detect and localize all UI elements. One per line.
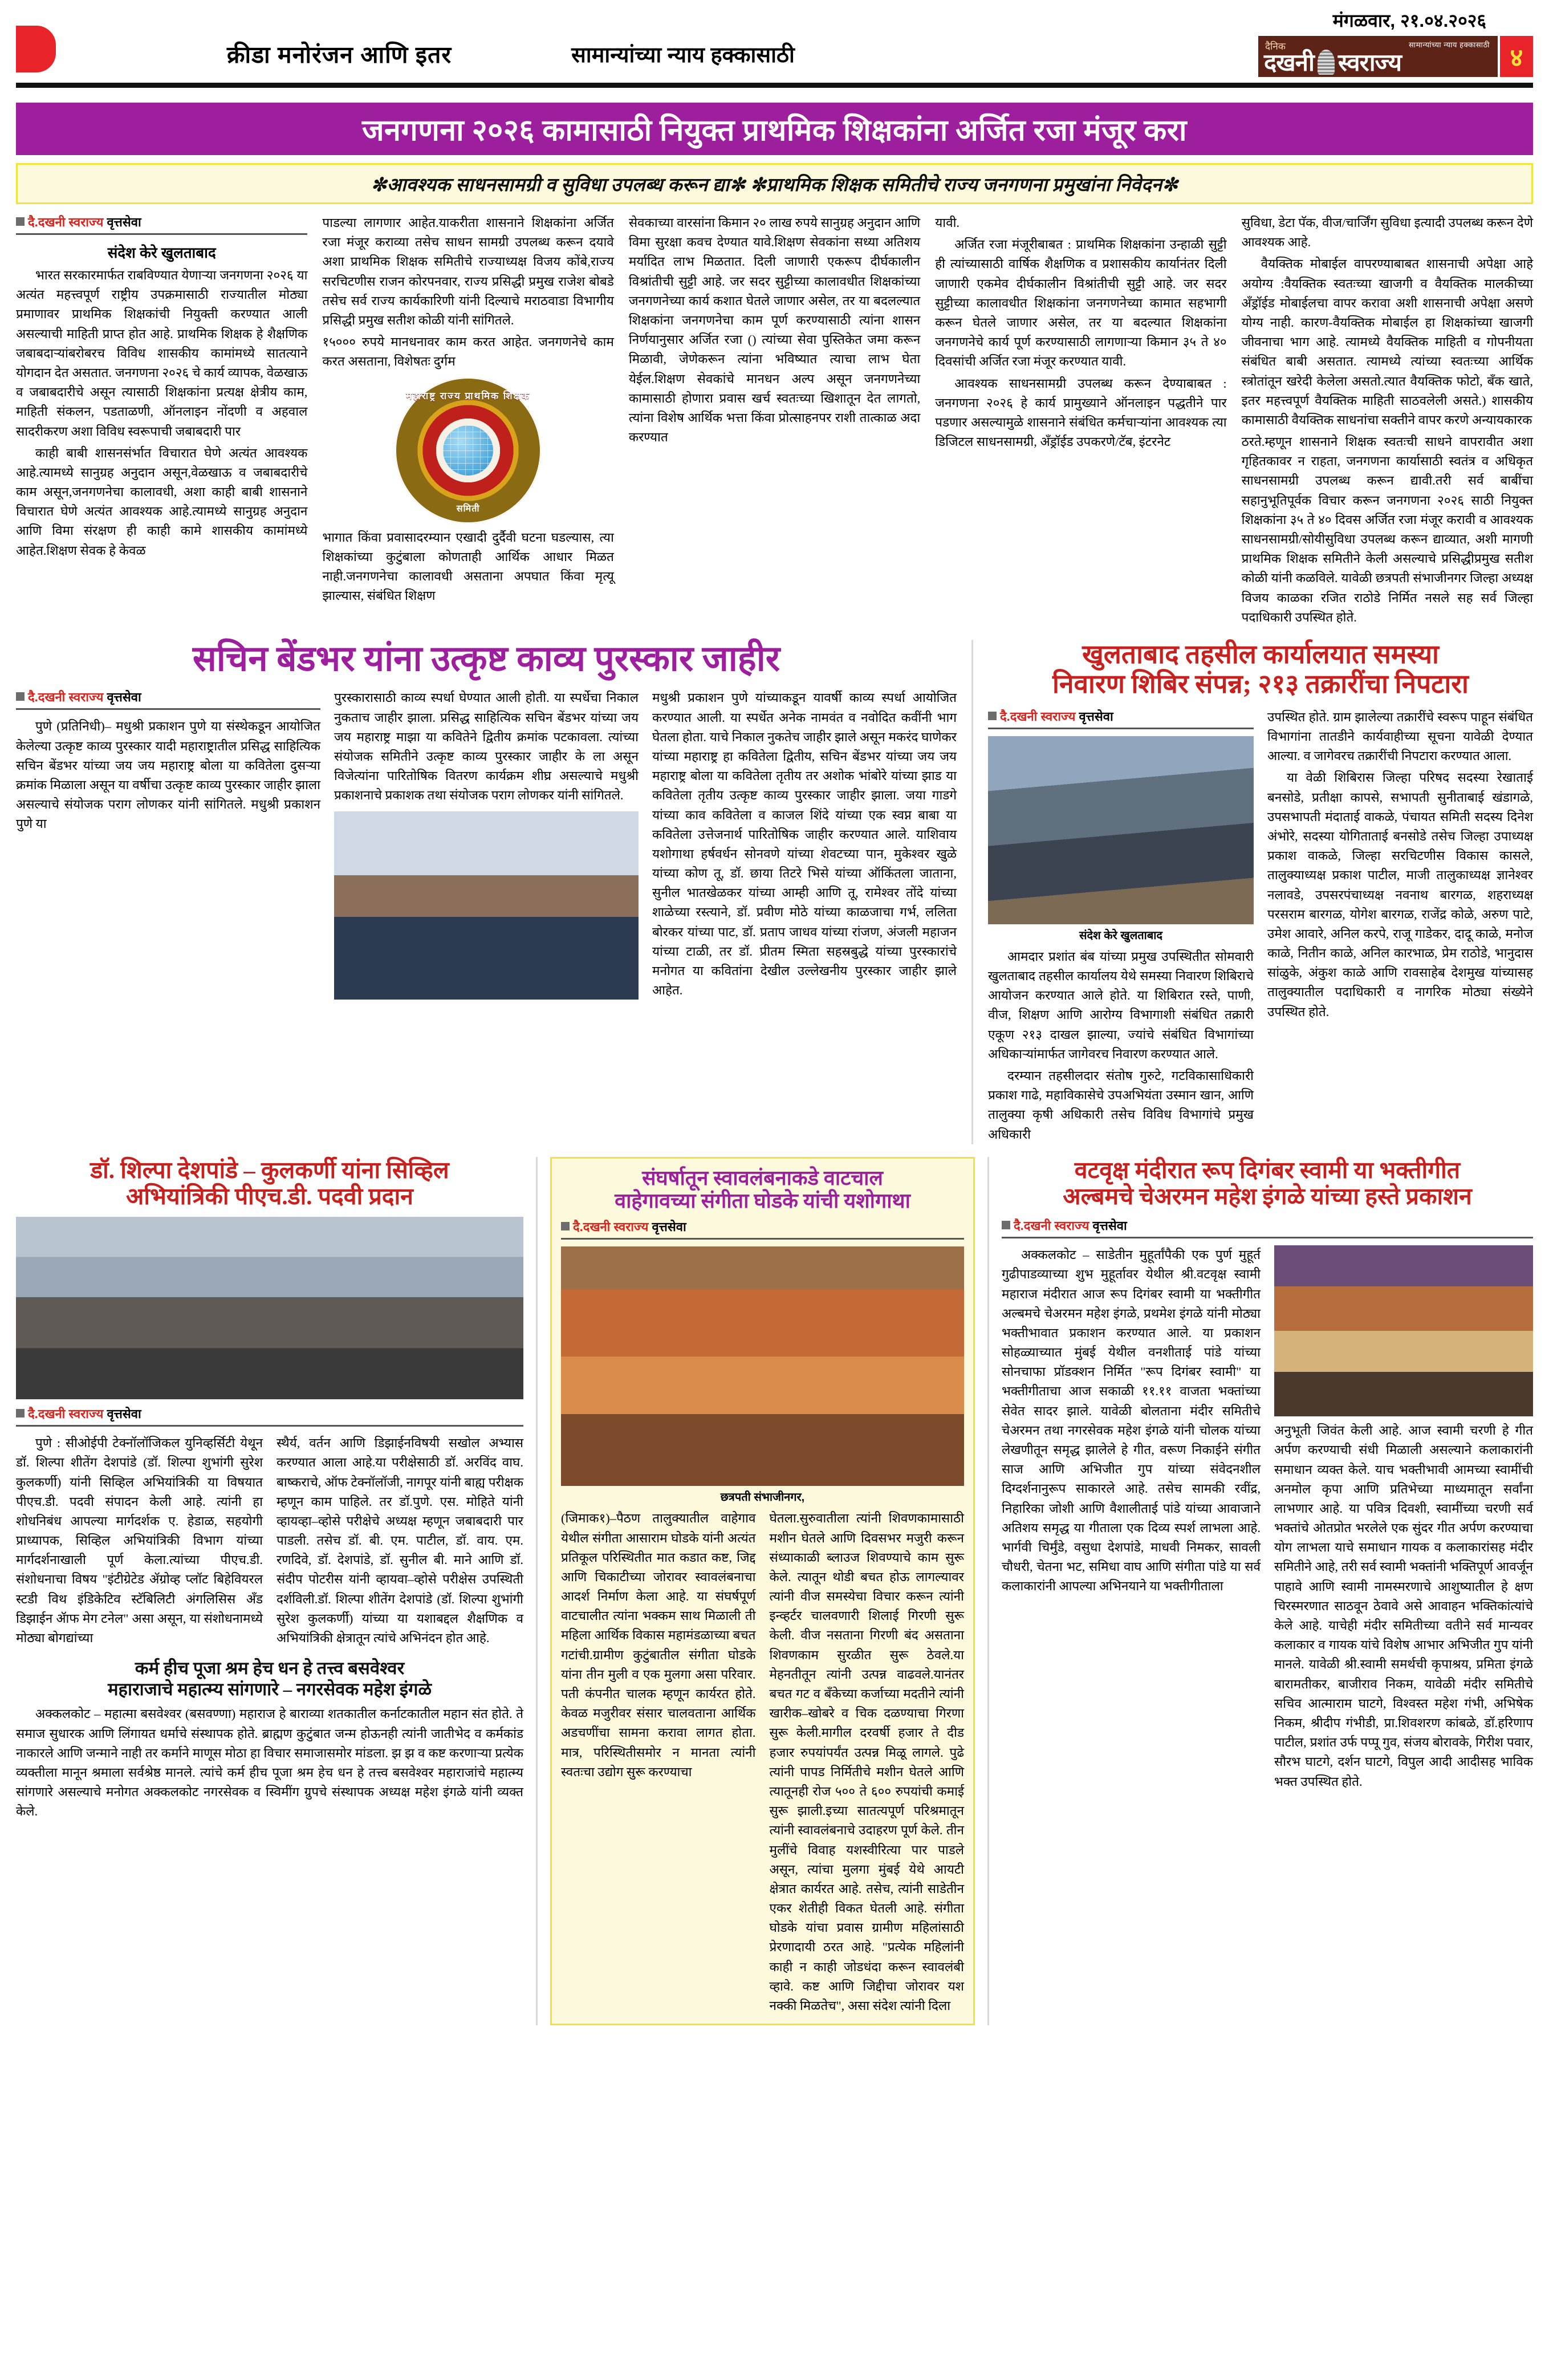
album-col-2	[1274, 1245, 1533, 1792]
lower-band	[16, 1157, 1533, 2026]
masthead-tagline: सामान्यांच्या न्याय हक्कासाठी	[571, 43, 795, 67]
phd-columns	[16, 1433, 523, 1648]
byline	[1002, 1217, 1533, 1234]
album-headline-line2: अल्बमचे चेअरमन महेश इंगळे यांच्या हस्ते प्रकाशन	[1063, 1183, 1472, 1210]
byline-rule	[561, 1238, 964, 1240]
basveshwar-headline-line2: महाराजाचे महात्म्य सांगणारे – नगरसेवक महेश इंगळे	[107, 1679, 432, 1699]
masthead	[16, 0, 1533, 77]
paragraph: ठरते.म्हणून शासनाने शिक्षक स्वतःची साधने वापरावीत अशा गृहितकावर न राहता, जनगणना कार्यासाठी स्वतंत्र व अधिकृत साधनसामग्री उपलब्ध करून द्यावी.तरी सर्व बाबींचा सहानुभूतिपूर्वक विचार करून जनगणना २०२६ साठी नियुक्त शिक्षकांना ३५ ते ४० दिवस अर्जित रजा मंजूर करावी व आवश्यक साधनसामग्री/सोयीसुविधा उपलब्ध करून द्याव्यात, अशी मागणी प्राथमिक शिक्षक समितीने केली असल्याचे प्रसिद्धीप्रमुख सतीश कोळी यांनी कळविले. यावेळी छत्रपती संभाजीनगर जिल्हा अध्यक्ष विजय काळका रजित राठोडे निर्मित नसले सह सर्व जिल्हा पदाधिकारी उपस्थित होते.	[1241, 434, 1534, 624]
byline-rule	[1002, 1237, 1533, 1238]
byline-source: दै.दखनी स्वराज्य	[28, 215, 104, 229]
tehsil-columns	[988, 708, 1533, 1144]
paragraph: १५००० रुपये मानधनावर काम करत आहेत. जनगणनेचे काम करत असताना, विशेषतः दुर्गम	[322, 335, 614, 369]
paragraph: आवश्यक साधनसामग्री उपलब्ध करून देण्याबाबत : जनगणना २०२६ हे कार्य प्रामुख्याने ऑनलाइन पद्धतीने पार पडणार असल्यामुळे शासनाने संबंधित कर्मचाऱ्यांना आवश्यक त्या डिजिटल साधनसामग्री, अँड्रॉईड उपकरणे/टॅब, इंटरनेट	[935, 376, 1227, 449]
phd-headline-line2: अभियांत्रिकी पीएच.डी. पदवी प्रदान	[126, 1183, 413, 1210]
paragraph: आमदार प्रशांत बंब यांच्या प्रमुख उपस्थितीत सोमवारी खुलताबाद तहसील कार्यालय येथे समस्या निवारण शिबिराचे आयोजन करण्यात आले होते. या शिबिरात रस्ते, पाणी, वीज, शिक्षण आणि आरोग्य विभागाशी संबंधित तक्रारी एकूण २१३ दाखल झाल्या, ज्यांचे संबंधित विभागांच्या अधिकाऱ्यांमार्फत जागेवरच निवारण करण्यात आले.	[988, 949, 1254, 1061]
basveshwar-body: अक्कलकोट – महात्मा बसवेश्वर (बसवण्णा) महाराज हे बाराव्या शतकातील कर्नाटकातील महान संत होते. ते समाज सुधारक आणि लिंगायत धर्माचे संस्थापक होते. ब्राह्मण कुटुंबात जन्म होऊनही त्यांनी जातीभेद व कर्मकांड नाकारले आणि जन्माने नाही तर कर्माने माणूस मोठा हा विचार समाजासमोर मांडला. झ झ व कष्ट करणाऱ्या प्रत्येक व्यक्तीला मानून श्रमाला सर्वश्रेष्ठ मानले. त्यांचे कर्म हीच पूजा श्रम हेच धन हे तत्त्व बसवेश्वर महाराजांचे महात्म्य सांगणारे असल्याचे मनोगत अक्कलकोट नगरसेवक व स्विमींग ग्रुपचे संस्थापक अध्यक्ष महेश इंगळे यांनी व्यक्त केले.	[16, 1707, 523, 1819]
poet-col-2	[334, 688, 639, 1004]
top-article-col-4	[935, 213, 1226, 627]
paragraph: पुरस्कारासाठी काव्य स्पर्धा घेण्यात आली होती. या स्पर्धेचा निकाल नुकताच जाहीर झाला. प्रसिद्ध साहित्यिक सचिन बेंडभर यांच्या जय जय महाराष्ट्र माझा या कवितेने द्वितीय क्रमांक पटकावला. त्यांच्या संयोजक समितीने उत्कृष्ट काव्य पुरस्कार जाहीर के ला असून विजेत्यांना पारितोषिक वितरण कार्यक्रम शीघ्र असल्याचे मधुश्री प्रकाशनाचे प्रकाशक तथा संयोजक पराग लोणकर यांनी सांगितले.	[334, 691, 639, 803]
top-article-col-5	[1242, 213, 1533, 627]
byline-service: वृत्तसेवा	[107, 690, 141, 705]
hero-headline: जनगणना २०२६ कामासाठी नियुक्त प्राथमिक शिक्षकांना अर्जित रजा मंजूर करा	[16, 103, 1533, 155]
bullet-square-icon	[1002, 1221, 1010, 1229]
tehsil-photo-caption: संदेश केरे खुलताबाद	[1079, 929, 1163, 942]
column-divider	[536, 1157, 538, 2026]
byline-service: वृत्तसेवा	[652, 1220, 686, 1234]
logo-name-left: दखनी	[1264, 50, 1314, 76]
byline-source: दै.दखनी स्वराज्य	[573, 1220, 649, 1234]
poet-columns	[16, 688, 957, 1004]
byline-service: वृत्तसेवा	[107, 1407, 141, 1421]
poet-col-1	[16, 688, 320, 1004]
top-article-col-1	[16, 213, 307, 627]
bullet-square-icon	[988, 712, 997, 720]
basveshwar-headline	[16, 1658, 523, 1700]
masthead-red-tab	[16, 26, 56, 72]
pillar-icon	[1318, 50, 1335, 75]
logo-name-right: स्वराज्य	[1337, 50, 1401, 76]
sangeeta-headline	[561, 1167, 964, 1213]
paragraph: भारत सरकारमार्फत राबविण्यात येणाऱ्या जनगणना २०२६ या अत्यंत महत्त्वपूर्ण राष्ट्रीय उपक्रमासाठी राज्यातील मोठ्या प्रमाणावर प्राथमिक शिक्षकांची नियुक्ती करण्यात आली असल्याची माहिती प्राप्त होत आहे. प्राथमिक शिक्षक हे शैक्षणिक जबाबदाऱ्यांबरोबरच विविध शासकीय कामांमध्ये सातत्याने योगदान देत असतात. जनगणना २०२६ चे कार्य व्यापक, वेळखाऊ व जबाबदारीचे असून त्यासाठी शिक्षकांना प्रत्यक्ष क्षेत्रीय काम, माहिती संकलन, पडताळणी, ऑनलाइन नोंदणी व अहवाल सादरीकरण अशा विविध स्वरूपाची जबाबदारी पार	[16, 268, 308, 438]
paragraph: घेतला.सुरुवातीला त्यांनी शिवणकामासाठी मशीन घेतले आणि दिवसभर मजुरी करून संध्याकाळी ब्लाउज शिवण्याचे काम सुरू केले. त्यातून थोडी बचत होऊ लागल्यावर त्यांनी वीज समस्येचा विचार करून त्यांनी इन्व्हर्टर चालवणारी शिलाई गिरणी सुरू केली. वीज नसताना गिरणी बंद असताना शिवणकाम सुरळीत सुरू ठेवले.या मेहनतीतून त्यांनी उत्पन्न वाढवले.यानंतर बचत गट व बँकेच्या कर्जाच्या मदतीने त्यांनी खारीक–खोबरे व चिक दळण्याचा गिरणा सुरू केली.मागील दरवर्षी हजार ते दीड हजार रुपयांपर्यंत उत्पन्न मिळू लागले. पुढे त्यांनी पापड निर्मितीचे मशीन घेतले आणि त्यातूनही रोज ५०० ते ६०० रुपयांची कमाई सुरू झाली.इच्या सातत्यपूर्ण परिश्रमातून त्यांनी स्वावलंबनाचे उदाहरण पूर्ण केले. तीन मुलींचे विवाह यशस्वीरित्या पार पाडले असून, त्यांचा मुलगा मुंबई येथे आयटी क्षेत्रात कार्यरत आहे. तसेच, त्यांनी साडेतीन एकर शेतीही विकत घेतली आहे. संगीता घोडके यांचा प्रवास ग्रामीण महिलांसाठी प्रेरणादायी ठरत आहे. "प्रत्येक महिलांनी काही न काही जोडधंदा करून स्वावलंबी व्हावे. कष्ट आणि जिद्दीचा जोरावर यश नक्की मिळतेच", असा संदेश त्यांनी दिला	[769, 1511, 964, 2013]
logo-tagline: सामान्यांच्या न्याय हक्कासाठी	[1408, 40, 1490, 49]
paragraph: काही बाबी शासनसंर्भात विचारात घेणे अत्यंत आवश्यक आहे.त्यामध्ये सानुग्रह अनुदान असून,वेळखाऊ व जबाबदारीचे काम असून,जनगणनेचा कालावधी, अशा काही बाबी शासनाने विचारात घेणे अत्यंत आवश्यक आहे.त्यामध्ये सानुग्रह अनुदान आणि विमा संरक्षण ही काही कामे शासकीय कामांमध्ये आहेत.शिक्षण सेवक हे केवळ	[16, 445, 308, 558]
paragraph: या वेळी शिबिरास जिल्हा परिषद सदस्या रेखाताई बनसोडे, प्रतीक्षा कापसे, सभापती सुनीताबाई खंडागळे, उपसभापती मंदाताई वाकळे, पंचायत समिती सदस्य दिनेश अंभोरे, सदस्या योगिताताई बनसोडे तसेच जिल्हा उपाध्यक्ष प्रकाश वाकळे, जिल्हा सरचिटणीस विकास कासले, तालुक्याध्यक्ष प्रकाश पाटील, माजी तालुकाध्यक्ष ज्ञानेश्वर नलावडे, उपसरपंचाध्यक्ष नवनाथ बारगळ, शहराध्यक्ष परसराम बारगळ, योगेश बारगळ, राजेंद्र कोळे, अरुण पाटे, उमेश आवारे, अनिल करपे, राजू गाडेकर, दादू काळे, मनोज काळे, नितीन काळे, अनिल कारभाळ, प्रेम राठोडे, भानुदास सांळुके, अंकुश काळे आणि रावसाहेब देशमुख यांच्यासह तालुक्यातील पदाधिकारी व नागरिक मोठ्या संख्येने उपस्थित होते.	[1267, 770, 1533, 1019]
tehsil-headline	[988, 640, 1533, 700]
byline	[16, 688, 320, 705]
sangeeta-photo-caption: छत्रपती संभाजीनगर,	[720, 1491, 805, 1504]
album-release-photo	[1274, 1245, 1533, 1416]
paragraph: सुविधा, डेटा पॅक, वीज/चार्जिंग सुविधा इत्यादी उपलब्ध करून देणे आवश्यक आहे.	[1241, 216, 1534, 250]
poet-portrait-photo	[334, 811, 639, 1000]
basveshwar-headline-line1: कर्म हीच पूजा श्रम हेच धन हे तत्त्व बसवेश्वर	[135, 1658, 405, 1679]
column-divider	[987, 1157, 989, 2026]
paragraph: मधुश्री प्रकाशन पुणे यांच्याकडून यावर्षी काव्य स्पर्धा आयोजित करण्यात आली. या स्पर्धेत अनेक नामवंत व नवोदित कवींनी भाग घेतला होता. याचे निकाल नुकतेच जाहीर झाले असून मकरंद घाणेकर यांच्या महाराष्ट्र हा कवितेला द्वितीय, सचिन बेंडभर यांच्या जय जय महाराष्ट्र बोला या कवितेला तृतीय तर अशोक भांबोरे यांच्या झाड या कवितेला तृतीय उत्कृष्ट काव्य पुरस्कार जाहीर झाला. जया गाडगे यांच्या काव कवितेला व काजल शिंदे यांच्या एक स्वप्न बाबा या कवितेला उत्तेजनार्थ पारितोषिक जाहीर करण्यात आले. याशिवाय यशोगाथा हर्षवर्धन सोनवणे यांच्या शेवटच्या पान, मुकेश्वर खुळे यांच्या कोण तू, डॉ. छाया तिटरे भिसे यांच्या ऑकिंतला जाताना, सुनील भातखेळकर यांच्या आम्ही आणि तू, रामेश्वर तोंदे यांच्या शाळेच्या रस्त्याने, डॉ. प्रवीण मोठे यांच्या काळजाचा गर्भ, ललिता बोरकर यांच्या पाट, डॉ. प्रताप जाधव यांच्या रांजण, अंजली महाजन यांच्या टाळी, तर डॉ. प्रीतम स्मिता सहस्रबुद्धे यांच्या पुरस्कारांचे मनोगत या कवितांना देखील उल्लेखनीय पुरस्कार जाहीर झाले आहेत.	[652, 691, 957, 998]
byline-service: वृत्तसेवा	[107, 215, 141, 229]
paragraph: यावी.	[935, 216, 960, 230]
tehsil-col-2	[1267, 708, 1533, 1144]
sangeeta-headline-line2: वाहेगावच्या संगीता घोडके यांची यशोगाथा	[615, 1189, 910, 1212]
album-headline-line1: वटवृक्ष मंदीरात रूप दिगंबर स्वामी या भक्तीगीत	[1074, 1156, 1461, 1183]
tehsil-headline-line2: निवारण शिबिर संपन्न; २१३ तक्रारींचा निपटारा	[1052, 669, 1469, 699]
paragraph: दरम्यान तहसीलदार संतोष गुरुटे, गटविकासाधिकारी प्रकाश गाढे, महाविकासेचे उपअभियंता उस्मान खान, आणि तालुक्या कृषी अधिकारी तसेच विविध विभागांचे प्रमुख अधिकारी	[988, 1068, 1254, 1142]
bullet-square-icon	[561, 1222, 570, 1230]
phd-headline-line1: डॉ. शिल्पा देशपांडे – कुलकर्णी यांना सिव्हिल	[90, 1156, 449, 1183]
byline-service: वृत्तसेवा	[1079, 709, 1113, 724]
phd-col-2	[277, 1433, 523, 1648]
top-article	[16, 213, 1533, 627]
teachers-committee-emblem	[395, 377, 541, 523]
paragraph: भागात किंवा प्रवासादरम्यान एखादी दुर्दैवी घटना घडल्यास, त्या शिक्षकांच्या कुटुंबाला कोणताही आर्थिक आधार मिळत नाही.जनगणनेचा कालावधी असताना अपघात किंवा मृत्यू झाल्यास, संबंधित शिक्षण	[322, 530, 614, 603]
paragraph: अनुभूती जिवंत केली आहे. आज स्वामी चरणी हे गीत अर्पण करण्याची संधी मिळाली असल्याने कलाकारांनी समाधान व्यक्त केले. याच भक्तीभावी आमच्या स्वामींची अनमोल कृपा आणि प्रतिभेच्या माध्यमातून सर्वांना लाभणार आहे. या पवित्र दिवशी, स्वामींच्या चरणी सर्व भक्तांचे ओतप्रोत भरलेले एक सुंदर गीत अर्पण करण्याचा योग लाभला याचे समाधान गायक व कलाकारांसह मंदीर समितीने आहे, तरी सर्व स्वामी भक्तांनी भक्तिपूर्ण आवर्जून पाहावे आणि स्वामी नामस्मरणाचे आशुष्यातील हे क्षण चिरस्मरणात साठवून ठेवावे असे आवाहन भक्तिकांत्यांचे केले आहे. याचेही मंदीर समितीच्या वतीने सर्व मान्यवर कलाकार व गायक यांचे विशेष आभार अभिजीत गुप यांनी मानले. यावेळी श्री.स्वामी समर्थची कृपाश्रय, प्रमिता इंगळे बारामतीकर, बाजीराव निकम, यावेळी मंदीर समितीचे सचिव आत्माराम घाटगे, विश्वस्त महेश गंभी, अभिषेक निकम, श्रीदीप गंभीडी, प्रा.शिवशरण कांबळे, डॉ.हरिणाप पाटील, प्रशांत उर्फ पप्पू गुव, संजय बोरावके, गिरीश पवार, सौरभ घाटगे, दर्शन घाटगे, विपुल आदी आदीसह भाविक भक्त उपस्थित होते.	[1274, 1423, 1533, 1789]
byline	[16, 1405, 523, 1422]
paragraph: पुणे : सीओईपी टेक्नॉलॉजिकल युनिव्हर्सिटी येथून डॉ. शिल्पा शीतेंग देशपांडे (डॉ. शिल्पा शुभांगी सुरेश कुलकर्णी) यांनी सिव्हिल अभियांत्रिकी या विषयात पीएच.डी. पदवी संपादन केली आहे. त्यांनी हा शोधनिबंध आपल्या मार्गदर्शक ए. हेडाळ, सहयोगी प्राध्यापक, सिव्हिल अभियांत्रिकी विभाग यांच्या मार्गदर्शनाखाली पूर्ण केला.त्यांच्या पीएच.डी. संशोधनाचा विषय "इंटीग्रेटेड ॲग्रोव्ह प्लॉट बिहेवियरल स्टडी विथ इंडिकेटिव स्टॅबिलिटी अंगलिसिस ॲंड डिझाईन ॲाफ मेग टनेल" असा असून, या संशोधनामध्ये मोठ्या बोगद्यांच्या	[16, 1436, 263, 1646]
phd-col-1	[16, 1433, 263, 1648]
paragraph: वैयक्तिक मोबाईल वापरण्याबाबत शासनाची अपेक्षा आहे अयोग्य :वैयक्तिक स्वतःच्या खाजगी व वैयक्तिक मालकीच्या अँड्रॉईड मोबाईलचा वापर करावा अशी शासनाची अपेक्षा असणे योग्य नाही. कारण-वैयक्तिक मोबाईल हा शिक्षकांच्या खाजगी जीवनाचा भाग आहे. त्यामध्ये वैयक्तिक माहिती व गोपनीयता संबंधित बाबी असतात. त्यामध्ये त्यांच्या स्वतःच्या आर्थिक स्त्रोतांतून खरेदी केलेला असतो.त्यात वैयक्तिक फोटो, बँक खाते, इतर महत्त्वपूर्ण वैयक्तिक माहिती साठवलेली असते.) शासकीय कामासाठी वैयक्तिक साधनांचा सक्तीने वापर करणे अन्यायकारक	[1241, 257, 1534, 427]
masthead-right	[1258, 8, 1533, 77]
byline	[988, 708, 1254, 725]
top-article-col-2	[322, 213, 613, 627]
newspaper-logo[interactable]	[1258, 36, 1498, 77]
sangeeta-col-1	[561, 1509, 756, 2016]
sangeeta-col-2	[770, 1509, 965, 2016]
byline-service: वृत्तसेवा	[1092, 1219, 1127, 1233]
publication-date: मंगळवार, २१.०४.२०२६	[1332, 10, 1486, 31]
paragraph: (जिमाक१)–पैठण तालुक्यातील वाहेगाव येथील संगीता आसाराम घोडके यांनी अत्यंत प्रतिकूल परिस्थितीत मात कडात कष्ट, जिद्द आणि चिकाटीच्या जोरावर स्वावलंबनाचा आदर्श निर्माण केला आहे. या संघर्षपूर्ण वाटचालीत त्यांना भक्कम साथ मिळाली ती महिला आर्थिक विकास महामंडळाच्या बचत गटांची.ग्रामीण कुटुंबातील संगीता घोडके यांना तीन मुली व एक मुलगा असा परिवार. पती कंपनीत चालक म्हणून कार्यरत होते. केवळ मजुरीवर संसार चालवताना आर्थिक अडचणींचा सामना करावा लागत होता. मात्र, परिस्थितीसमोर न मानता त्यांनी स्वतःचा उद्योग सुरू करण्याचा	[561, 1511, 756, 1779]
dateline: संदेश केरे खुलताबाद	[107, 244, 216, 261]
paragraph: अक्कलकोट – साडेतीन मुहूर्तांपैकी एक पुर्ण मुहूर्त गुढीपाडव्याच्या शुभ मुहूर्तावर येथील श्री.वटवृक्ष स्वामी महाराज मंदीरात आज रूप दिगंबर स्वामी या भक्तीगीत अल्बमचे चेअरमन महेश इंगळे, प्रथमेश इंगळे यांनी मोठ्या भक्तीभावात प्रकाशन करण्यात आले. या प्रकाशन सोहळ्याच्यात मुंबई येथील वनशीतार्ई पांडे यांच्या सोनचाफा प्रॉडक्शन निर्मित "रूप दिगंबर स्वामी" या भक्तीगीताचा आज सकाळी ११.११ वाजता भक्तांच्या सेवेत सादर झाले. यावेळी बोलताना मंदीर समितीचे चेअरमन तथा नगरसेवक महेश इंगळे यांनी चोलक यांच्या लेखणीतून समृद्ध झालेले हे गीत, वरूण निकाईने संगीत साज आणि अभिजीत गुप यांच्या संवेदनशील दिग्दर्शनानुरूप साकारले आहे. तसेच सामकी रवींद्र, निहारिका जोशी आणि वैशालीताई पांडे यांच्या आवाजाने अतिशय समृद्ध या गीताला एक दिव्य स्पर्श लाभला आहे. भार्गवी चिर्मुंडे, वसुधा देशपांडे, माधवी निमकर, सावली चौधरी, चेतना भट, समिधा वाघ आणि संगीता पांडे या सर्व कलाकारांनी आपल्या अभिनयाने या भक्तीगीताला	[1002, 1248, 1261, 1594]
album-col-1	[1002, 1245, 1261, 1792]
masthead-rule	[16, 83, 1533, 88]
paragraph: सेवकाच्या वारसांना किमान २० लाख रुपये सानुग्रह अनुदान आणि विमा सुरक्षा कवच देण्यात यावे.शिक्षण सेवकांना सध्या अतिशय मर्यादित लाभ मिळतात. दिली जाणारी एकरूप दीर्घकालीन विश्रांतीची सुट्टी आहे. जर सदर सुट्टीच्या कालावधीत शिक्षकांच्या जनगणनेच्या कार्य कशात घेतले जाणार असेल, तर या बदलल्यात शिक्षकांना जनगणनेचा काम पूर्ण करण्यासाठी त्यांना शासन निर्णयानुसार अर्जित रजा () त्यांच्या सेवा पुस्तिकेत जमा करून मिळावी, जेणेकरून त्यांना भविष्यात त्याचा लाभ घेता येईल.शिक्षण सेवकांचे मानधन अल्प असून जनगणनेच्या कामासाठी होणारा प्रवास खर्च स्वतःच्या खिशातून देत लागतो, त्यांना विशेष आर्थिक भत्ता किंवा प्रोत्साहनपर राशी तात्काळ अदा करण्यात	[628, 216, 921, 445]
middle-band	[16, 640, 1533, 1144]
column-divider	[971, 640, 973, 1144]
paragraph: पाडल्या लागणार आहेत.याकरीता शासनाने शिक्षकांना अर्जित रजा मंजूर कराव्या तसेच साधन सामग्री उपलब्ध करून दयावे अशा प्राथमिक शिक्षक समितीचे राज्याध्यक्ष विजय कोंबे,राज्य सरचिटणीस राजन कोरपनवार, राज्य प्रसिद्धी प्रमुख राजेश बोबडे तसेच सर्व राज्य कार्यकारिणी यांनी दिल्याचे मराठवाडा विभागीय प्रसिद्धी प्रमुख सतीश कोळी यांनी सांगितले.	[322, 216, 614, 327]
emblem-bottom-text: समिती	[456, 503, 480, 514]
paragraph: अर्जित रजा मंजूरीबाबत : प्राथमिक शिक्षकांना उन्हाळी सुट्टी ही त्यांच्यासाठी वार्षिक शैक्षणिक व प्रशासकीय कार्यानंतर दिली जाणारी एकमेव दीर्घकालीन विश्रांतीची सुट्टी आहे. जर सदर सुट्टीच्या कालावधीत शिक्षकांना जनगणनेच्या कामात सहभागी करून घेतले जाणार असेल, तर या बदल्यात शिक्षकांना जनगणनेचे कार्य पूर्ण करण्यासाठी लागणाऱ्या किमान ३५ ते ४० दिवसांची अर्जित रजा मंजूर करण्यात यावी.	[935, 237, 1227, 369]
bullet-square-icon	[16, 1409, 25, 1418]
byline-source: दै.दखनी स्वराज्य	[28, 1407, 104, 1421]
tehsil-camp-photo	[988, 736, 1254, 924]
sangeeta-headline-line1: संघर्षातून स्वावलंबनाकडे वाटचाल	[642, 1166, 883, 1189]
tehsil-headline-line1: खुलताबाद तहसील कार्यालयात समस्या	[1082, 639, 1439, 669]
byline	[16, 213, 307, 230]
bullet-square-icon	[16, 692, 25, 701]
phd-headline	[16, 1157, 523, 1210]
article-tehsil	[988, 640, 1533, 1144]
byline-source: दै.दखनी स्वराज्य	[1000, 709, 1076, 724]
article-album	[1002, 1157, 1533, 2026]
masthead-logo-row	[1258, 36, 1533, 77]
poet-col-3	[652, 688, 957, 1004]
paragraph: उपस्थित होते. ग्राम झालेल्या तक्रारींचे स्वरूप पाहून संबंधित विभागांना तातडीने कार्यवाहीच्या सूचना यावेळी देण्यात आल्या. व जागेवरच तक्रारींची निपटारा करण्यात आला.	[1267, 709, 1533, 763]
album-columns	[1002, 1245, 1533, 1792]
page-number-badge: ४	[1500, 36, 1533, 77]
paragraph: स्थैर्य, वर्तन आणि डिझाईनविषयी सखोल अभ्यास करण्यात आला आहे.या परीक्षेसाठी डॉ. अरविंद वाघ. बाष्कराचे, ऑफ टेक्नॉलॉजी, नागपूर यांनी बाह्य परीक्षक म्हणून काम पाहिले. तर डॉ.पुणे. एस. मोहिते यांनी व्हायव्हा–व्होसे परीक्षेचे अध्यक्ष म्हणून जबाबदारी पार पाडली. तसेच डॉ. बी. एम. पाटील, डॉ. वाय. एम. रणदिवे, डॉ. देशपांडे, डॉ. सुनील बी. माने आणि डॉ. संदीप पोटरीस यांनी व्हायवा–व्होसे परीक्षेस उपस्थिती दर्शविली.डॉ. शिल्पा शीतेंग देशपांडे (डॉ. शिल्पा शुभांगी सुरेश कुलकर्णी) यांच्या या यशाबद्दल शैक्षणिक व अभियांत्रिकी क्षेत्रातून त्यांचे अभिनंदन होत आहे.	[277, 1436, 523, 1646]
article-poet	[16, 640, 957, 1144]
byline	[561, 1218, 964, 1235]
tehsil-col-1	[988, 708, 1254, 1144]
bullet-square-icon	[16, 217, 25, 226]
globe-icon	[443, 425, 493, 476]
sangeeta-shop-photo	[561, 1246, 964, 1486]
article-sangeeta	[550, 1157, 975, 2026]
byline-rule	[16, 708, 320, 710]
poet-headline: सचिन बेंडभर यांना उत्कृष्ट काव्य पुरस्कार जाहीर	[192, 639, 780, 679]
hero-subheadline: ✼आवश्यक साधनसामग्री व सुविधा उपलब्ध करून द्या✼ ✼प्राथमिक शिक्षक समितीचे राज्य जनगणना प्रमुखांना निवेदन✼	[16, 163, 1533, 204]
top-article-col-3	[629, 213, 920, 627]
byline-source: दै.दखनी स्वराज्य	[28, 690, 104, 705]
byline-source: दै.दखनी स्वराज्य	[1014, 1219, 1089, 1233]
logo-nameplate	[1264, 46, 1492, 78]
emblem-wrap	[322, 377, 613, 523]
byline-rule	[988, 728, 1254, 729]
paragraph: पुणे (प्रतिनिधी)– मधुश्री प्रकाशन पुणे या संस्थेकडून आयोजित केलेल्या उत्कृष्ट काव्य पुरस्कार यादी महाराष्ट्रातील प्रसिद्ध साहित्यिक सचिन बेंडभर यांच्या जय जय महाराष्ट्र बोला या कवितेला दुसऱ्या क्रमांक मिळाला असून या वर्षीचा उत्कृष्ट काव्य पुरस्कार जाहीर झाला असल्याचे संयोजक पराग लोणकर यांनी सांगितले. मधुश्री प्रकाशन पुणे या	[16, 719, 320, 831]
article-phd	[16, 1157, 523, 2026]
section-label: क्रीडा मनोरंजन आणि इतर	[227, 42, 452, 68]
album-headline	[1002, 1157, 1533, 1210]
byline-rule	[16, 233, 307, 235]
byline-rule	[16, 1425, 523, 1427]
sangeeta-columns	[561, 1509, 964, 2016]
phd-group-photo	[16, 1217, 523, 1399]
logo-dainik-label: दैनिक	[1265, 41, 1286, 52]
emblem-top-text: महाराष्ट्र राज्य प्राथमिक शिक्षक	[406, 390, 530, 401]
